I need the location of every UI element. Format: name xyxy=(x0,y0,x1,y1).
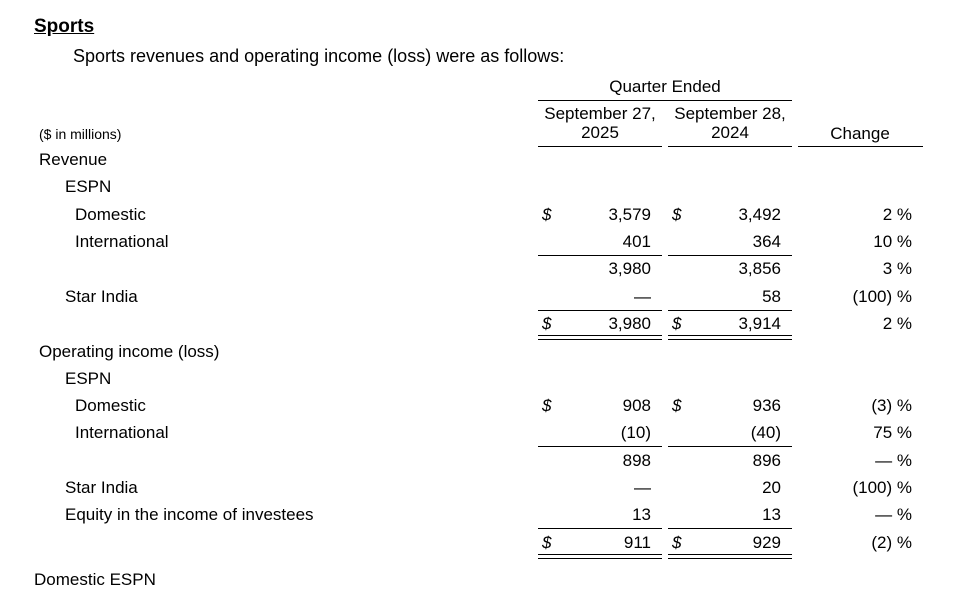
value-2024: 364 xyxy=(752,232,781,251)
value-change: 75 % xyxy=(873,423,912,442)
value-2025: — xyxy=(634,287,651,306)
value-2025: (10) xyxy=(620,423,651,442)
table-row xyxy=(0,447,980,474)
quarter-ended-header: Quarter Ended xyxy=(609,77,721,96)
table-row xyxy=(0,392,980,419)
row-label: Star India xyxy=(65,478,138,497)
row-label: Operating income (loss) xyxy=(39,342,220,361)
table-row xyxy=(0,173,980,200)
value-2024: 936 xyxy=(752,396,781,415)
value-2024: (40) xyxy=(750,423,781,442)
next-section-heading: Domestic ESPN xyxy=(34,570,156,589)
dollar-sign: $ xyxy=(542,396,552,415)
value-2024: 929 xyxy=(752,533,781,552)
table-row xyxy=(0,474,980,501)
table-row xyxy=(0,419,980,446)
value-2024: 20 xyxy=(762,478,781,497)
table-row xyxy=(0,529,980,556)
column-header-2024 xyxy=(668,104,792,142)
column-header-2024-date: September 28, xyxy=(674,104,786,123)
value-2024: 3,914 xyxy=(738,314,781,333)
row-label: Equity in the income of investees xyxy=(65,505,314,524)
column-header-2025-year: 2025 xyxy=(581,123,619,142)
double-underline xyxy=(538,554,662,559)
dollar-sign: $ xyxy=(672,396,682,415)
value-2024: 3,856 xyxy=(738,259,781,278)
value-2025: 911 xyxy=(623,533,651,552)
section-title: Sports xyxy=(34,16,95,37)
row-label: ESPN xyxy=(65,369,112,388)
table-row xyxy=(0,365,980,392)
dollar-sign: $ xyxy=(542,205,552,224)
value-2025: — xyxy=(634,478,651,497)
row-label: Revenue xyxy=(39,150,108,169)
double-underline xyxy=(668,554,792,559)
header-rule xyxy=(538,100,792,101)
dollar-sign: $ xyxy=(672,533,682,552)
table-row xyxy=(0,283,980,310)
table-row xyxy=(0,501,980,528)
column-header-2024-year: 2024 xyxy=(711,123,749,142)
value-2025: 908 xyxy=(622,396,651,415)
column-header-2025-date: September 27, xyxy=(544,104,656,123)
value-2025: 401 xyxy=(622,232,651,251)
value-2025: 3,579 xyxy=(608,205,651,224)
table-row xyxy=(0,255,980,282)
value-change: (100) % xyxy=(852,478,912,497)
units-label: ($ in millions) xyxy=(39,126,122,142)
value-change: — % xyxy=(875,505,912,524)
row-label: International xyxy=(75,423,169,442)
dollar-sign: $ xyxy=(672,314,682,333)
value-change: 2 % xyxy=(882,314,912,333)
table-row xyxy=(0,201,980,228)
row-label: International xyxy=(75,232,169,251)
value-2024: 896 xyxy=(752,451,781,470)
dollar-sign: $ xyxy=(672,205,682,224)
value-2025: 3,980 xyxy=(608,314,651,333)
value-2024: 58 xyxy=(762,287,781,306)
row-label: Domestic xyxy=(75,396,146,415)
value-2025: 13 xyxy=(632,505,651,524)
value-2024: 3,492 xyxy=(738,205,781,224)
value-change: (2) % xyxy=(871,533,912,552)
table-row xyxy=(0,338,980,365)
intro-text: Sports revenues and operating income (loss) were as follows: xyxy=(73,46,565,66)
value-change: 2 % xyxy=(882,205,912,224)
dollar-sign: $ xyxy=(542,533,552,552)
row-label: Star India xyxy=(65,287,138,306)
value-change: — % xyxy=(875,451,912,470)
table-row xyxy=(0,310,980,337)
value-2024: 13 xyxy=(762,505,781,524)
value-change: 10 % xyxy=(873,232,912,251)
value-2025: 898 xyxy=(622,451,651,470)
column-header-2025 xyxy=(538,104,662,142)
row-label: Domestic xyxy=(75,205,146,224)
dollar-sign: $ xyxy=(542,314,552,333)
value-change: 3 % xyxy=(882,259,912,278)
value-2025: 3,980 xyxy=(608,259,651,278)
value-change: (3) % xyxy=(871,396,912,415)
value-change: (100) % xyxy=(852,287,912,306)
table-row xyxy=(0,146,980,173)
table-row xyxy=(0,228,980,255)
column-header-change: Change xyxy=(830,124,890,143)
row-label: ESPN xyxy=(65,177,112,196)
